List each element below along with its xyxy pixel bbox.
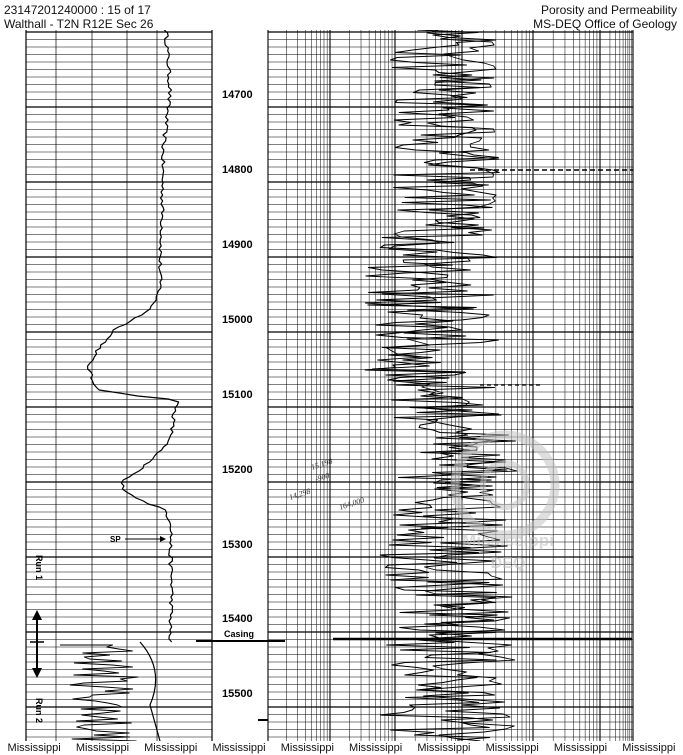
note-line: 15,198 xyxy=(309,456,334,472)
depth-label: 15000 xyxy=(222,314,253,326)
run2-label: Run 2 xyxy=(34,698,44,724)
footer-item: Mississippi xyxy=(144,742,198,754)
well-log-image xyxy=(0,30,683,741)
sp-label: SP xyxy=(110,535,121,544)
footer-watermark-strip xyxy=(0,741,683,755)
mississippi-deq-watermark xyxy=(455,435,555,572)
run-markers xyxy=(30,555,44,723)
depth-label: 15500 xyxy=(222,688,253,700)
agency-text: MS-DEQ Office of Geology xyxy=(533,17,677,31)
watermark-line1: Mississippi xyxy=(462,531,554,550)
depth-label: 14700 xyxy=(222,89,253,101)
footer-item: Mississippi xyxy=(417,742,471,754)
left-track-grid xyxy=(26,30,212,741)
depth-label: 14900 xyxy=(222,239,253,251)
depth-label: 15200 xyxy=(222,464,253,476)
casing-label: Casing xyxy=(224,629,255,639)
depth-label: 15300 xyxy=(222,539,253,551)
depth-label: 14800 xyxy=(222,164,253,176)
log-id-text: 23147201240000 : 15 of 17 xyxy=(4,3,151,17)
note-line: 14,298 xyxy=(287,486,312,502)
note-line: 164,000 xyxy=(337,495,366,512)
header-right xyxy=(533,3,677,31)
depth-label: 15100 xyxy=(222,389,253,401)
footer-item: Mississippi xyxy=(485,742,539,754)
footer-item: Mississippi xyxy=(553,742,608,754)
watermark-line2: DEQ xyxy=(490,555,526,572)
note-line: -900 xyxy=(313,470,331,484)
footer-item: Mississippi xyxy=(7,742,61,754)
handwritten-notes xyxy=(288,457,366,512)
footer-item: Mississippi xyxy=(622,742,676,754)
footer-item: Mississippi xyxy=(349,742,403,754)
footer-item: Mississippi xyxy=(212,742,266,754)
sp-annotation xyxy=(110,535,166,544)
footer-item: Mississippi xyxy=(280,742,334,754)
footer-item: Mississippi xyxy=(75,742,130,754)
log-type-text: Porosity and Permeability xyxy=(540,3,677,17)
log-curves xyxy=(60,30,633,741)
location-text: Walthall - T2N R12E Sec 26 xyxy=(4,17,154,31)
run1-label: Run 1 xyxy=(34,555,44,581)
depth-scale xyxy=(222,89,253,700)
depth-label: 15400 xyxy=(222,613,253,625)
header-left xyxy=(4,3,153,31)
